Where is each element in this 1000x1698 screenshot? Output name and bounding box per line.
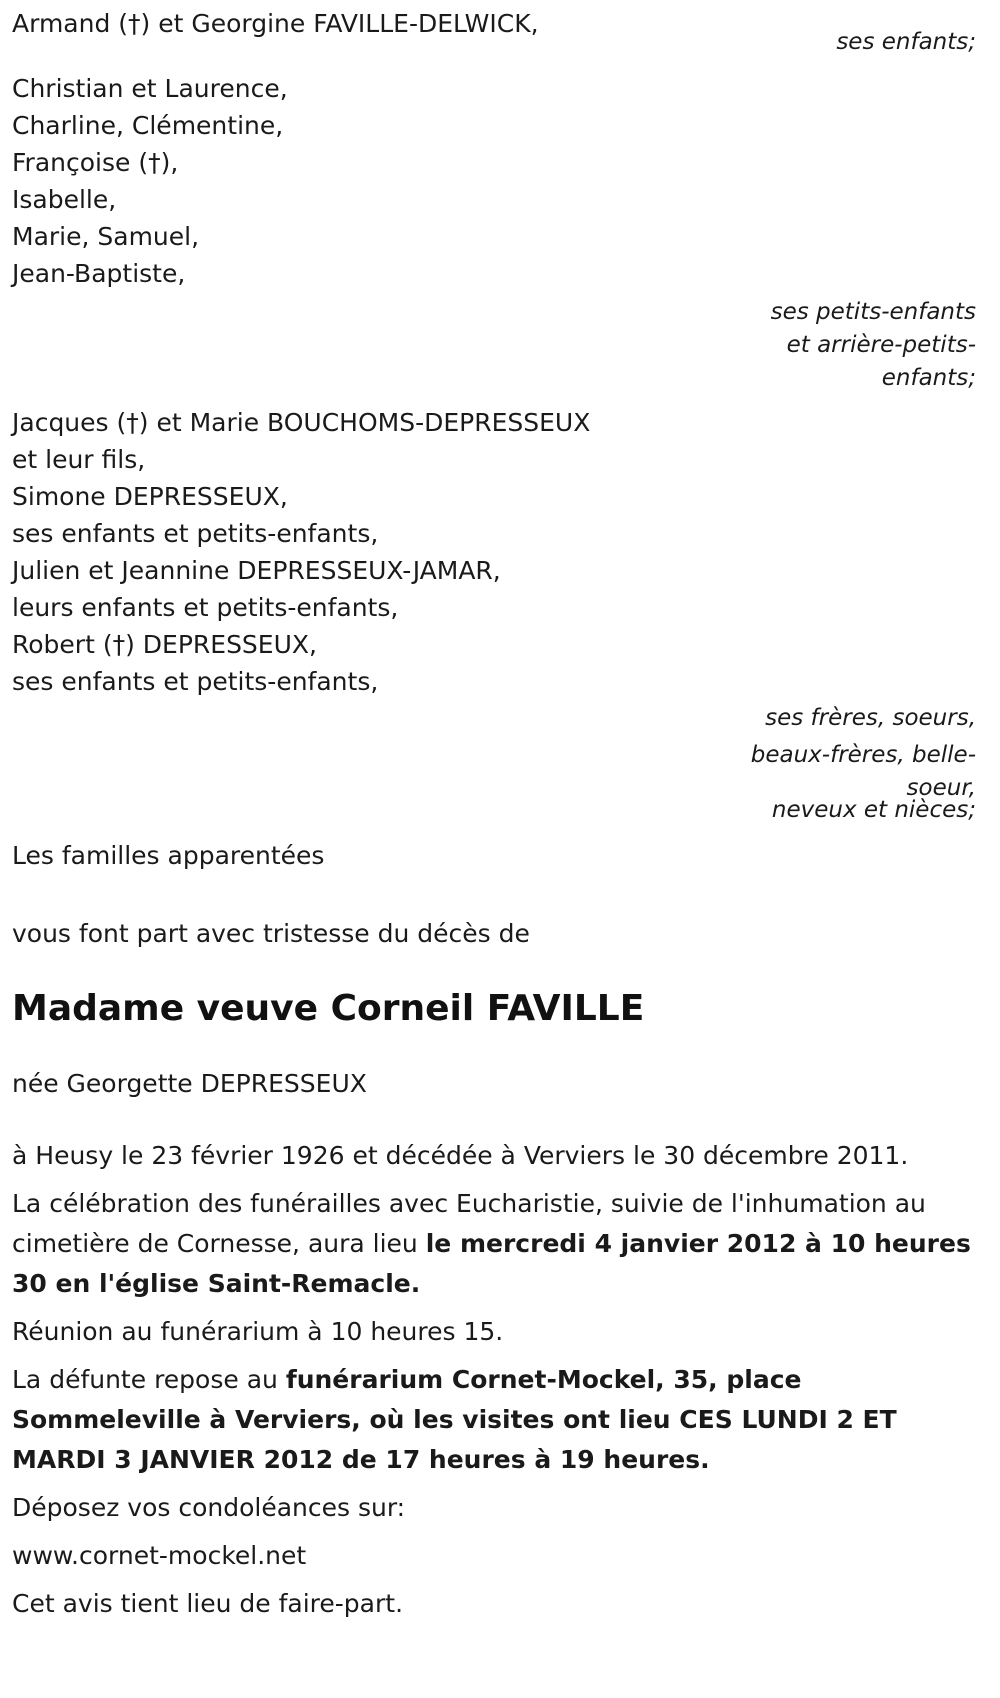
relation-grandchildren xyxy=(736,296,976,395)
deceased-name: Madame veuve Corneil FAVILLE xyxy=(12,988,645,1029)
family-line: Jacques (†) et Marie BOUCHOMS-DEPRESSEUX xyxy=(12,408,591,437)
relation-line: ses frères, soeurs, xyxy=(765,705,976,731)
family-line: Armand (†) et Georgine FAVILLE-DELWICK, xyxy=(12,9,539,38)
family-line: Françoise (†), xyxy=(12,148,179,177)
relation-children xyxy=(736,26,976,59)
meeting-info: Réunion au funérarium à 10 heures 15. xyxy=(12,1317,504,1346)
family-line: Jean-Baptiste, xyxy=(12,259,186,288)
rest-text: La défunte repose au xyxy=(12,1365,286,1394)
announcement-text: vous font part avec tristesse du décès de xyxy=(12,919,530,948)
family-line: Isabelle, xyxy=(12,185,117,214)
birth-name: née Georgette DEPRESSEUX xyxy=(12,1069,367,1098)
relation-line: ses petits-enfants xyxy=(770,299,976,325)
family-line: leurs enfants et petits-enfants, xyxy=(12,593,399,622)
relation-line: soeur, xyxy=(906,775,976,801)
closing-note: Cet avis tient lieu de faire-part. xyxy=(12,1589,404,1618)
relation-line: et arrière-petits- xyxy=(786,332,976,358)
relation-line: beaux-frères, belle- xyxy=(750,742,976,768)
ceremony-text: La célébration des funérailles avec Eucharistie, suivie de l'inhumation au cimetière de Cornesse, aura lieu xyxy=(12,1189,926,1258)
relation-line: neveux et nièces; xyxy=(771,797,976,823)
relation-line: enfants; xyxy=(881,365,976,391)
family-group-grandchildren xyxy=(12,69,988,395)
rest-details xyxy=(12,1360,988,1480)
rest-place-visits: funérarium Cornet-Mockel, 35, place Sommeleville à Verviers, où les visites ont lieu CES LUNDI 2 ET MARDI 3 JANVIER 2012 de 17 heures à 19 heures. xyxy=(12,1365,897,1474)
ceremony-details xyxy=(12,1184,988,1304)
family-line: Christian et Laurence, xyxy=(12,74,288,103)
condolences-label: Déposez vos condoléances sur: xyxy=(12,1493,406,1522)
relation-line: ses enfants; xyxy=(836,29,976,55)
family-line: ses enfants et petits-enfants, xyxy=(12,519,379,548)
family-line: Robert (†) DEPRESSEUX, xyxy=(12,630,317,659)
family-group-siblings xyxy=(12,403,988,822)
birth-death-dates: à Heusy le 23 février 1926 et décédée à Verviers le 30 décembre 2011. xyxy=(12,1141,909,1170)
family-line: Charline, Clémentine, xyxy=(12,111,284,140)
related-families: Les familles apparentées xyxy=(12,841,325,870)
family-line: Simone DEPRESSEUX, xyxy=(12,482,288,511)
family-line: Marie, Samuel, xyxy=(12,222,200,251)
family-line: ses enfants et petits-enfants, xyxy=(12,667,379,696)
ceremony-date-place: le mercredi 4 janvier 2012 à 10 heures 30 en l'église Saint-Remacle. xyxy=(12,1229,971,1298)
relation-siblings xyxy=(736,702,976,822)
family-line: et leur fils, xyxy=(12,445,146,474)
family-group-children xyxy=(12,0,988,59)
family-line: Julien et Jeannine DEPRESSEUX-JAMAR, xyxy=(12,556,501,585)
website-link[interactable]: www.cornet-mockel.net xyxy=(12,1541,307,1570)
